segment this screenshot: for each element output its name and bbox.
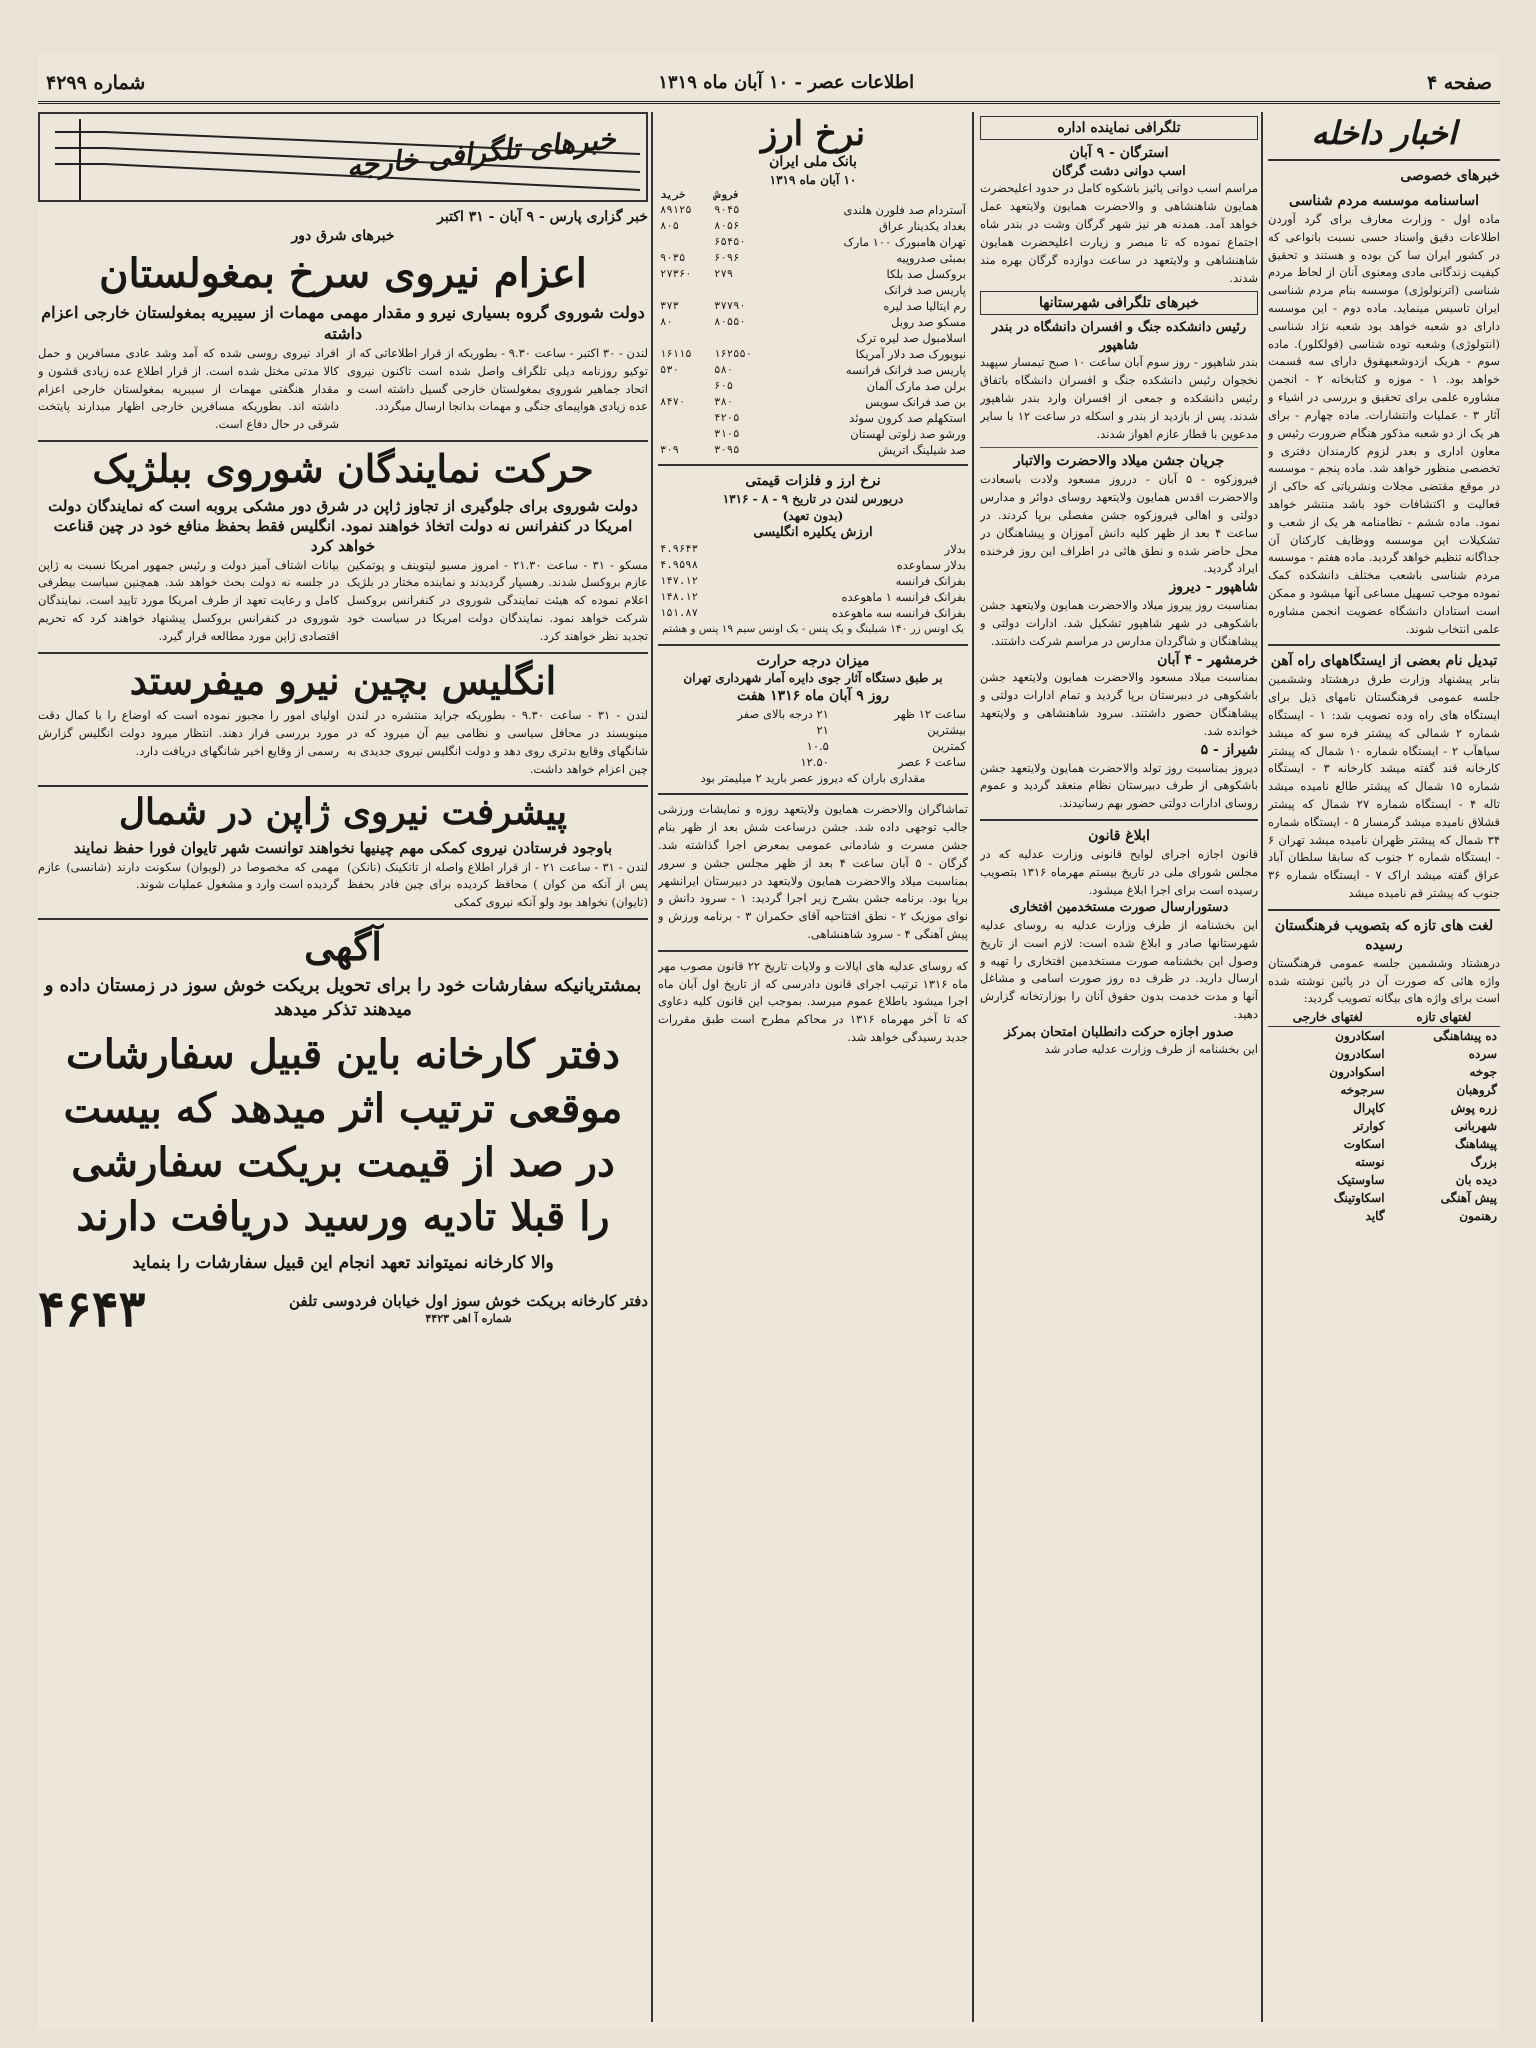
article-body: لندن - ۳۱ - ساعت ۲۱ - از قرار اطلاع واصله از تاتکینک (نانکن) پس از آنکه من کوان ) محافظ کردیده برای چین فادر بحفظ (تایوان) نخواهد بود ولو آنکه نیروی کمکی xyxy=(347,859,648,910)
ad-phone-number: ۴۶۴۳ xyxy=(38,1279,146,1339)
glossary-cell: سرجوخه xyxy=(1340,1083,1385,1098)
glossary-cell: پیش آهنگی xyxy=(1440,1191,1497,1206)
rate-row xyxy=(658,266,968,282)
glossary-cell: اسکاوت xyxy=(1343,1137,1385,1152)
news-dateline: شاهپور - دیروز xyxy=(1169,579,1258,596)
sell-rate: ۹۰۴۵ xyxy=(714,204,740,217)
article-body: مسکو - ۳۱ - ساعت ۲۱.۳۰ - امروز مسیو لیتوینف و پوتمکین عازم بروکسل شدند. رهسپار گردیدند و نماینده مختار در بلژیک اعلام نموده که هیئت نمایندگی شوروی در کنفرانس بروکسل شرکت خواهد نمود. نمایندگان دولت امریکا در سیاست خود تجدید نظر خواهند کرد. xyxy=(347,557,648,643)
sell-rate: ۳۰۹۵ xyxy=(714,444,740,457)
rate-date: ۱۰ آبان ماه ۱۳۱۹ xyxy=(769,173,857,188)
glossary-cell: رهنمون xyxy=(1459,1209,1497,1224)
currency-name: نیویورک صد دلار آمریکا xyxy=(855,347,966,362)
temperature-source: بر طبق دستگاه آثار جوی دایره آمار شهرداری تهران xyxy=(683,671,943,686)
sell-rate: ۶۰۹۶ xyxy=(714,252,740,265)
buy-rate xyxy=(658,234,712,250)
temperature-value: ۲۱ xyxy=(816,722,829,737)
currency-name: پاریس صد فرانک xyxy=(884,283,966,298)
currency-name: برلن صد مارک آلمان xyxy=(866,379,966,394)
sell-rate xyxy=(712,330,776,346)
buy-rate: ۳۰۹ xyxy=(660,444,679,457)
article-title: لغت های تازه که بتصویب فرهنگستان رسیده xyxy=(1274,917,1494,953)
sell-rate: ۲۷۹ xyxy=(714,268,734,281)
ad-title: آگهی xyxy=(304,923,382,969)
buy-rate xyxy=(658,330,712,346)
temperature-row xyxy=(658,754,968,770)
buy-rate xyxy=(658,426,712,442)
rate-row xyxy=(658,410,968,426)
currency-name: صد شیلینگ اتریش xyxy=(878,443,966,458)
glossary-row xyxy=(1268,1117,1500,1135)
buy-rate: ۸۰۵ xyxy=(660,220,679,233)
box-title: خبرهای تلگرافی شهرستانها xyxy=(980,291,1258,315)
glossary-cell: اسکادرون xyxy=(1335,1047,1385,1062)
currency-name: رم ایتالیا صد لیره xyxy=(883,299,966,314)
rate-row xyxy=(658,362,968,378)
article-title: تبدیل نام بعضی از ایستگاههای راه آهن xyxy=(1270,653,1498,670)
london-row xyxy=(658,557,968,573)
article-body: اولیای امور را مجبور نموده است که اوضاع را با کمال دقت مورد بررسی قرار دهند. انتظار میرود دولت انگلیس گزارش رسمی از وقایع اخیر شانگهای دریافت دارد. xyxy=(38,708,339,759)
rate-row xyxy=(658,314,968,330)
news-body: دیروز بمناسبت روز تولد والاحضرت همایون ولایتعهد جشن باشکوهی از طرف دبیرستان نظام منعقد گردید و عموم روسای ادارات دولتی حضور بهم رسانیدند. xyxy=(980,760,1258,811)
metals-note: یک اونس زر ۱۴۰ شیلینگ و یک پنس - یک اونس سیم ۱۹ پنس و هشتم xyxy=(662,623,964,636)
london-label: بفرانک فرانسه سه ماهوعده xyxy=(831,606,966,621)
news-body: فیروزکوه - ۵ آبان - درروز مسعود ولادت باسعادت والاحضرت اقدس همایون ولایتعهد روسای دوائر و مدارس دولتی و اهالی فیروزکوه جشن مفصلی برپا کردند. در ساعت ۴ بعد از ظهر کلیه دانش آموزان و پیشاهنگان در محل حاضر شده و نطق هائی در اطراف این روز فرخنده ایراد گردید. xyxy=(980,472,1258,576)
buy-rate: ۸۰ xyxy=(660,316,673,329)
glossary-cell: اسکادرون xyxy=(1335,1029,1385,1044)
buy-header: خرید xyxy=(660,189,686,202)
news-body: مراسم اسب دوانی پائیز باشکوه کامل در حدود اعلیحضرت همایون شاهنشاهی و والاحضرت همایون ولایتعهد عمل خواهد آمد. همدنه هر نیز شهر گرگان وشت در بندر شاه اجتماع نموده که تا مبصر و زیارت اعلیحضرت همایون شاهنشاهی و ولایتعهد در ساعت دوازده گرگان بهره مند شدند. xyxy=(980,181,1258,285)
sell-header: فروش xyxy=(714,189,740,202)
temperature-table xyxy=(658,706,968,770)
glossary-cell: نوسته xyxy=(1354,1155,1385,1170)
ad-intro: بمشتریانیکه سفارشات خود را برای تحویل بریکت خوش سوز در زمستان داده و میدهند تذکر میدهد xyxy=(44,974,642,1021)
glossary-row xyxy=(1268,1099,1500,1117)
glossary-cell: زره پوش xyxy=(1450,1101,1497,1116)
london-row xyxy=(658,589,968,605)
temperature-title: میزان درجه حرارت xyxy=(756,652,870,669)
glossary-cell: ساوستیک xyxy=(1337,1173,1385,1188)
london-value: ۴.۹۵۹۸ xyxy=(660,559,698,572)
advertisement xyxy=(38,923,648,1339)
currency-name: ورشو صد زلوتی لهستان xyxy=(850,427,966,442)
glossary-cell: اسکوادرون xyxy=(1329,1065,1385,1080)
headline: پیشرفت نیروی ژاپن در شمال xyxy=(118,790,568,833)
temperature-date: روز ۹ آبان ماه ۱۳۱۶ هفت xyxy=(737,687,889,704)
glossary-cell: بزرگ xyxy=(1470,1155,1497,1170)
currency-name: بغداد یکدینار عراق xyxy=(878,219,966,234)
ad-footer: والا کارخانه نمیتواند تعهد انجام این قبیل سفارشات را بنماید xyxy=(132,1253,554,1274)
glossary-row xyxy=(1268,1045,1500,1063)
london-row xyxy=(658,573,968,589)
headline: اعزام نیروی سرخ بمغولستان xyxy=(99,249,587,297)
article-body: افراد نیروی روسی شده که آمد وشد عادی مسافرین و حمل کالا مدتی مختل شده است. از قرار اطلاع عده زیادی قشون و مقدار هنگفتی مهمات از سیبریه بمغولستان خارجی اعزام داشته اند. بطوریکه مسافرین خارجی اظهار میدارند پایتخت شرقی در حال دفاع است. xyxy=(38,345,339,432)
exchange-title: نرخ ارز xyxy=(760,114,866,154)
glossary-cell: گاید xyxy=(1365,1209,1385,1224)
bank-name: بانک ملی ایران xyxy=(769,154,857,171)
buy-rate xyxy=(658,410,712,426)
masthead-title: خبرهای تلگرافی خارجه xyxy=(344,121,617,184)
glossary-cell: شهربانی xyxy=(1454,1119,1497,1134)
news-dateline: استرگان - ۹ آبان xyxy=(1069,145,1169,161)
news-body: بندر شاهپور - روز سوم آبان ساعت ۱۰ صبح تیمسار سپهبد نخجوان رئیس دانشکده جنگ و افسران دانشگاه باتفاق رئیس دانشکده و جمعی از افسران وارد بندر شاهپور شدند. پس از بازدید از بندر و اسکله در ساعت ۱۲ با سایر مدعوین با قطار عازم اهواز شدند. xyxy=(980,355,1258,441)
buy-rate: ۱۶۱۱۵ xyxy=(660,348,692,361)
glossary-cell: کاپرال xyxy=(1353,1101,1385,1116)
rate-row xyxy=(658,330,968,346)
currency-name: بمبئی صدروپیه xyxy=(896,251,966,266)
london-value: ۱۴۷.۱۲ xyxy=(660,575,698,588)
buy-rate: ۸۴۷۰ xyxy=(660,396,686,409)
currency-name: بن صد فرانک سویس xyxy=(865,395,966,410)
rate-row xyxy=(658,234,968,250)
notice-title: صدور اجازه حرکت دانطلبان امتحان بمرکز xyxy=(1004,1024,1234,1040)
london-value: ۴.۹۶۴۳ xyxy=(660,543,698,556)
glossary-header: لغتهای خارجی xyxy=(1268,1008,1388,1027)
glossary-cell: گروهبان xyxy=(1456,1083,1497,1098)
article-body: مهمی که مخصوصا در (لویوان) سکونت دارند (شانسی) عازم گردیده است وارد و مشغول عملیات شوند. xyxy=(38,859,339,892)
sell-rate: ۳۷۷۹۰ xyxy=(714,300,746,313)
sell-rate: ۴۲۰۵ xyxy=(714,412,740,425)
news-dateline: شیراز - ۵ xyxy=(1200,741,1258,758)
currency-name: پاریس صد فرانک فرانسه xyxy=(845,363,966,378)
article-body: لندن - ۳۱ - ساعت ۹.۳۰ - بطوریکه جراید منتشره در لندن مینویسند در محافل سیاسی و نظامی بیم آن میرود که در شانگهای وقایع بدتری روی دهد و دولت انگلیس نیروی جدیدی به چین اعزام خواهد داشت. xyxy=(347,708,648,776)
paper-dateline: اطلاعات عصر - ۱۰ آبان ماه ۱۳۱۹ xyxy=(658,72,915,93)
sell-rate: ۱۶۲۵۵۰ xyxy=(714,348,753,361)
headline: انگلیس بچین نیرو میفرستد xyxy=(129,657,557,703)
london-row xyxy=(658,605,968,621)
rate-row xyxy=(658,202,968,218)
ad-line: موقعی ترتیب اثر میدهد که بیست xyxy=(63,1085,623,1133)
sell-rate xyxy=(712,282,776,298)
news-headline: رئیس دانشکده جنگ و افسران دانشگاه در بندر شاهپور xyxy=(991,320,1247,353)
temperature-label: ساعت ۶ عصر xyxy=(898,754,966,769)
headline-sub: باوجود فرستادن نیروی کمکی مهم چینیها نخواهند توانست شهر تایوان فورا حفظ نمایند xyxy=(73,839,613,858)
column-divider xyxy=(972,112,974,2022)
london-table xyxy=(658,541,968,621)
temperature-row xyxy=(658,706,968,722)
notice-body: این بخشنامه از طرف وزارت عدلیه به روسای عدلیه شهرستانها صادر و ابلاغ شده است: لازم است از تاریخ وصول این بخشنامه صورت مستخدمین افتخاری را تهیه و ارسال دارید. در ظرف ده روز صورت اسامی و مشاغل آنها و مدت خدمت بدون حقوق آنان را بوزارتخانه گزارش دهید. xyxy=(980,917,1258,1021)
currency-name: مسکو صد روبل xyxy=(891,315,966,330)
ad-line: دفتر کارخانه باین قبیل سفارشات xyxy=(66,1031,620,1079)
sell-rate: ۳۱۰۵ xyxy=(714,428,740,441)
notice-title: دستورارسال صورت مستخدمین افتخاری xyxy=(1009,900,1229,916)
temperature-label: بیشترین xyxy=(927,722,966,737)
page-header xyxy=(38,64,1500,104)
buy-rate: ۳۷۳ xyxy=(660,300,679,313)
article-body: بنابر پیشنهاد وزارت طرق درهشتاد وششمین جلسه عمومی فرهنگستان نامهای ذیل برای ایستگاه های راه وده تصویب شد: ۱ - ایستگاه شماره ۲ شمالی که پیشتر فره سو که میشد سیاهآب ۲ - ایستگاه شماره ۱۰ شمال که پیشتر کارخانه قند گفته میشد کارخانه ۳ - ایستگاه شماره ۱۵ شمال که پیشتر طالع نامیده میشد تاله ۴ - ایستگاه شماره ۲۷ شمال که پیشتر قشلاق نامیده میشد گرمسار ۵ - ایستگاه شماره ۳۴ شمال که پیشتر ظهران نامیده میشد تهران ۶ - ایستگاه شماره ۲ جنوب که سابقا سلطان آباد عراق گفته میشد اراک ۷ - ایستگاه شماره ۳۶ جنوب که پیشتر قم نامیده میشد xyxy=(1268,672,1500,901)
london-subtitle: (بدون تعهد) xyxy=(782,508,844,523)
london-head: ارزش یکلیره انگلیسی xyxy=(753,524,873,540)
rate-row xyxy=(658,442,968,458)
glossary-cell: سرده xyxy=(1468,1047,1497,1062)
buy-rate: ۲۷۳۶۰ xyxy=(660,268,692,281)
issue-number: شماره ۴۲۹۹ xyxy=(46,71,146,94)
rate-row xyxy=(658,298,968,314)
glossary-cell: ده پیشاهنگی xyxy=(1433,1029,1497,1044)
currency-name: تهران هامبورک ۱۰۰ مارک xyxy=(843,235,966,250)
glossary-row xyxy=(1268,1081,1500,1099)
london-label: بفرانک فرانسه xyxy=(895,574,966,589)
buy-rate: ۸۹۱۲۵ xyxy=(660,204,692,217)
article-body: درهشتاد وششمین جلسه عمومی فرهنگستان واژه هائی که صورت آن در پائین نوشته شده است برای واژه های بیگانه تصویب گردید: xyxy=(1268,955,1500,1006)
newspaper-page xyxy=(38,54,1500,2030)
currency-name: آستردام صد فلورن هلندی xyxy=(843,203,966,218)
news-headline: اسب دوانی دشت گرگان xyxy=(1052,163,1186,179)
glossary-row xyxy=(1268,1153,1500,1171)
buy-rate xyxy=(658,378,712,394)
page-number: صفحه ۴ xyxy=(1426,71,1492,94)
temperature-value: ۱۰.۵ xyxy=(806,738,829,753)
temperature-value: ۲۱ درجه بالای صفر xyxy=(737,706,829,721)
currency-name: بروکسل صد بلکا xyxy=(886,267,966,282)
notice-body: قانون اجازه اجرای لوایح قانونی وزارت عدلیه که در مجلس شورای ملی در تاریخ بیستم مهرماه ۱۳۱۶ بتصویب رسیده است برای اجرا ابلاغ میشود. xyxy=(980,846,1258,897)
notice-body: این بخشنامه از طرف وزارت عدلیه صادر شد xyxy=(1044,1042,1258,1057)
temperature-row xyxy=(658,722,968,738)
sell-rate: ۶۵۴۵۰ xyxy=(714,236,746,249)
rate-row xyxy=(658,394,968,410)
column-divider xyxy=(1261,112,1263,2022)
london-label: بفرانک فرانسه ۱ ماهوعده xyxy=(841,590,966,605)
events-body: تماشاگران والاحضرت همایون ولایتعهد روزه و نمایشات ورزشی جالب توجهی داده شد. جشن درساعت شش بعد از ظهر بنام جشن مسرت و شادمانی عمومی بمعرض اجرا گذاشته شد. گرگان - ۵ آبان ساعت ۴ بعد از ظهر مجلس جشن و سرور بمناسبت میلاد والاحضرت همایون ولایتعهد در دبیرستان ایرانشهر برپا بود. برنامه جشن بشرح زیر اجرا گردید: ۱ - سرود دانش و نوای موزیک ۲ - نطق افتتاحیه آقای حکمران ۳ - برنامه ورزش و پیش آهنگی ۴ - سرود شاهنشاهی. xyxy=(658,802,968,942)
foreign-news-masthead xyxy=(38,112,648,202)
london-label: بدلار xyxy=(944,542,966,557)
currency-name: اسلامبول صد لیره ترک xyxy=(856,331,966,346)
glossary-row xyxy=(1268,1171,1500,1189)
glossary-cell: دیده بان xyxy=(1455,1173,1497,1188)
section-title: اخبار داخله xyxy=(1311,114,1457,152)
exchange-table xyxy=(658,188,968,458)
exchange-rate-column xyxy=(658,112,968,2022)
notice-title: ابلاغ قانون xyxy=(1088,828,1150,845)
ad-ref: شماره آ اهی ۴۴۲۳ xyxy=(425,1311,512,1325)
london-label: بدلار سماوعده xyxy=(896,558,966,573)
rate-row xyxy=(658,282,968,298)
ad-line: در صد از قیمت بریکت سفارشی xyxy=(71,1139,615,1187)
article-body: لندن - ۳۰ اکتبر - ساعت ۹.۳۰ - بطوریکه از قرار اطلاعاتی که از توکیو روزنامه دیلی تلگراف واصل شده است تاکنون نیروی اتحاد جماهیر شوروی بمغولستان خارجی گسیل داشته است و عده زیادی هواپیمای جنگی و مهمات بدانجا ارسال میگردد. xyxy=(347,345,648,414)
news-source: خبر گزاری پارس - ۹ آبان - ۳۱ اکتبر xyxy=(437,209,648,225)
sell-rate: ۸۰۵۶ xyxy=(714,220,740,233)
london-title: نرخ ارز و فلزات قیمتی xyxy=(745,473,881,490)
headline-sub: دولت شوروی برای جلوگیری از تجاوز ژاپن در شرق دور مشکی بروبه است که نمایندگان دولت امریکا در کنفرانس نه دولت اتخاذ خواهند نمود. انگلیس فقط بحفظ منافع خود در چین قناعت خواهد کرد xyxy=(48,496,638,556)
ad-address: دفتر کارخانه بریکت خوش سوز اول خیابان فردوسی تلفن xyxy=(288,1292,648,1311)
glossary-cell: اسکاوتینگ xyxy=(1333,1191,1385,1206)
rate-row xyxy=(658,218,968,234)
subsection-title: خبرهای خصوصی xyxy=(1400,168,1500,185)
sell-rate: ۸۰۵۵۰ xyxy=(714,316,746,329)
column-divider xyxy=(651,112,653,2022)
article-title: اساسنامه موسسه مردم شناسی xyxy=(1289,193,1479,210)
glossary-row xyxy=(1268,1207,1500,1225)
temperature-row xyxy=(658,738,968,754)
law-body: که روسای عدلیه های ایالات و ولایات تاریخ ۲۲ قانون مصوب مهر ماه ۱۳۱۶ ترتیب اجرای قانون دادرسی که از تاریخ اول آبان ماه اجرا میشود باطلاع عموم میرسد. بموجب این قانون کلیه دعاوی که تا آخر مهرماه ۱۳۱۶ در محاکم مطرح است طبق مقررات جدید رسیدگی خواهد شد. xyxy=(658,958,968,1045)
rate-row xyxy=(658,378,968,394)
buy-rate: ۹۰۳۵ xyxy=(660,252,686,265)
london-value: ۱۴۸.۱۲ xyxy=(660,591,698,604)
telegram-news-column xyxy=(980,112,1258,2022)
glossary-cell: کوارتر xyxy=(1353,1119,1385,1134)
domestic-news-column xyxy=(1268,112,1500,2022)
news-subhead: خبرهای شرق دور xyxy=(291,227,395,244)
buy-rate xyxy=(658,282,712,298)
london-row xyxy=(658,541,968,557)
news-body: بمناسبت روز پیروز میلاد والاحضرت همایون ولایتعهد جشن باشکوهی در شهر شاهپور تشکیل شد. ادارات دولتی و پیشاهنگان و شاگردان مدارس در مراسم شرکت داشتند. xyxy=(980,598,1258,648)
london-subtitle: دربورس لندن در تاریخ ۹ - ۸ - ۱۳۱۶ xyxy=(722,492,904,507)
glossary-row xyxy=(1268,1063,1500,1081)
news-body: بمناسبت میلاد مسعود والاحضرت همایون ولایتعهد جشن باشکوهی در دبیرستان برپا گردید و تمام ادارات دولتی و پیشاهنگان حضور داشتند. سرود شاهنشاهی و ولایتعهد خوانده شد. xyxy=(980,670,1258,738)
rate-row xyxy=(658,346,968,362)
sell-rate: ۶۰۵ xyxy=(714,380,734,393)
foreign-news-column xyxy=(38,112,648,2022)
article-body: بیانات اشتاف آمیز دولت و رئیس جمهور امریکا نسبت به ژاپن در جلسه نه دولت بحث خواهد شد. همچنین سیاست بیطرفی کامل و رعایت تعهد از طرف امریکا مورد تایید است. نمایندگان شوروی در کنفرانس بروکسل پیشنهاد خواهند کرد که تحریم اقتصادی ژاپن مورد مطالعه قرار گیرد. xyxy=(38,557,339,643)
rate-row xyxy=(658,426,968,442)
buy-rate: ۵۳۰ xyxy=(660,364,679,377)
glossary-header: لغتهای تازه xyxy=(1388,1008,1500,1027)
news-dateline: خرمشهر - ۴ آبان xyxy=(1157,651,1258,668)
article-body: ماده اول - وزارت معارف برای گرد آوردن اطلاعات دقیق واسناد حسی نسبت بانواعی که در کشور ایران سا کن بوده و هستند و تحقیق کیفیت زندگانی مادی ومعنوی آنان از لحاظ مردم شناسی (اترنولوژی) موسسه بنام مردم شناسی ایران تاسیس مینماید. ماده دوم - این موسسه دارای دو شعبه خواهد بود شعبه نژاد شناسی (انتولوژی) وشعبه توده شناسی (فولکلور). ماده سوم - هریک ازدوشعبهفوق دارای سه قسمت خواهد بود. ۱ - موزه و کتابخانه ۲ - انجمن مشاوره علمی برای تحقیق و بررسی در اشیاء و آثار ۳ - عملیات وانتشارات. ماده چهارم - برای هر یک از دو شعبه مذکور هنگام ضرورت رئیس و معاون اداری و بعدر لزوم کارمندان دفتری و تخصصی منظور خواهد شد. ماده پنجم - موسسه در موقع مقتضی مجلات ونشریاتی که حاکی از فعالیت و اکتشافات خود باشد منتشر خواهد نمود. ماده ششم - نظامنامه هر یک از شعب و تشکیلات این موسسه ووظایف کارکنان آن جداگانه تنظیم خواهد گردید. ماده هفتم - موسسه مردم شناسی باشعب مختلف دانشکده کمک نموده موجب تسهیل مساعی آنها میشود و ممکن است استادان دانشگاه عضویت انجمن مشاوره علمی انتخاب شوند. xyxy=(1268,211,1500,636)
rate-row xyxy=(658,250,968,266)
glossary-table xyxy=(1268,1008,1500,1225)
sell-rate: ۵۸۰ xyxy=(714,364,734,377)
sell-rate: ۳۸۰ xyxy=(714,396,734,409)
news-headline: جریان جشن میلاد والاحضرت والاتبار xyxy=(1013,453,1225,470)
glossary-row xyxy=(1268,1189,1500,1207)
temperature-label: کمترین xyxy=(932,738,966,753)
glossary-row xyxy=(1268,1027,1500,1046)
headline: حرکت نمایندگان شوروی ببلژیک xyxy=(92,446,594,492)
temperature-value: ۱۲.۵۰ xyxy=(800,754,829,769)
currency-name: استکهلم صد کرون سوئد xyxy=(849,411,966,426)
temperature-label: ساعت ۱۲ ظهر xyxy=(894,706,966,721)
ad-line: را قبلا تادیه ورسید دریافت دارند xyxy=(76,1193,610,1241)
glossary-row xyxy=(1268,1135,1500,1153)
london-value: ۱۵۱.۸۷ xyxy=(660,607,698,620)
rain-note: مقداری باران که دیروز عصر بارید ۲ میلیمتر بود xyxy=(700,770,926,785)
glossary-cell: پیشاهنگ xyxy=(1454,1137,1497,1152)
box-title: تلگرافی نماینده اداره xyxy=(980,116,1258,140)
headline-sub: دولت شوروی گروه بسیاری نیرو و مقدار مهمی مهمات از سیبریه بمغولستان خارجی اعزام داشته xyxy=(41,302,645,344)
glossary-cell: جوخه xyxy=(1469,1065,1497,1080)
